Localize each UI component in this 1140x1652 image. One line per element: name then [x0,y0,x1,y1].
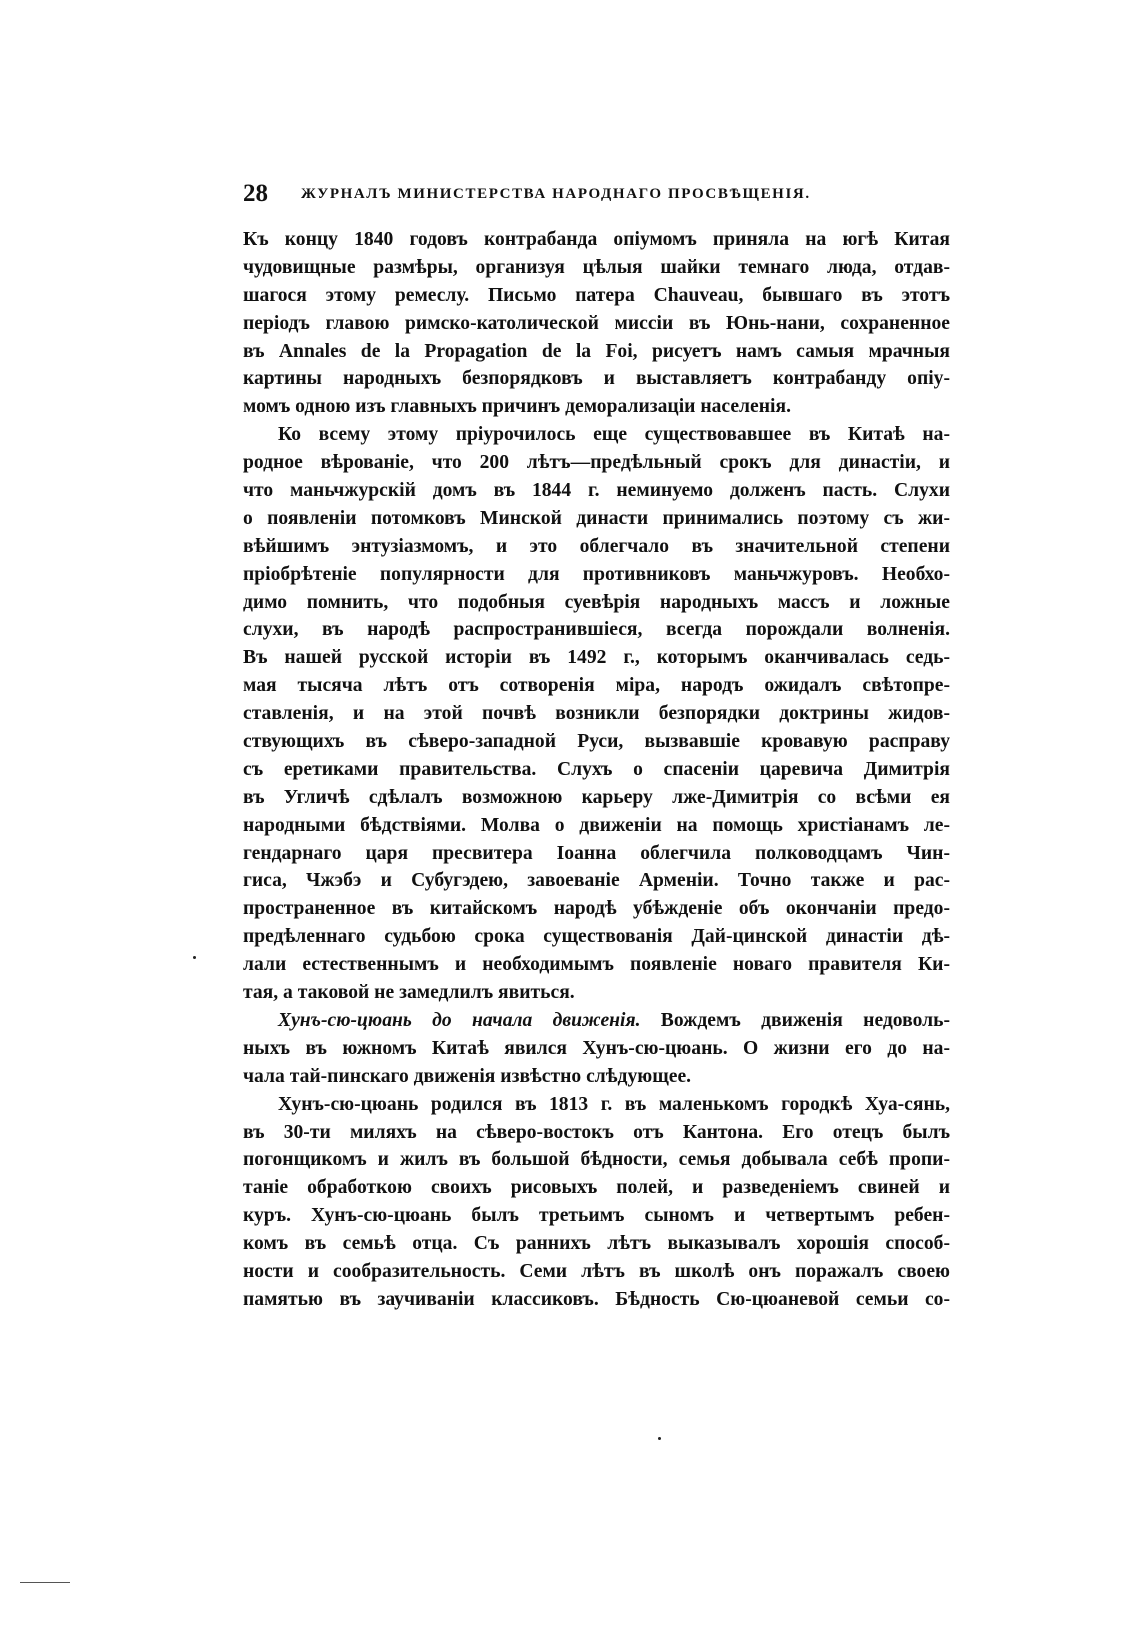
text-line: въ 30-ти миляхъ на сѣверо-востокъ отъ Кантона. Его отецъ былъ [243,1121,950,1143]
text-line: чала тай-пинскаго движенія извѣстно слѣдующее. [243,1065,692,1087]
text-line: чудовищные размѣры, организуя цѣлыя шайки темнаго люда, отдав- [243,256,950,278]
text-line: тая, а таковой не замедлилъ явиться. [243,982,575,1004]
text-line: Въ нашей русской исторіи въ 1492 г., которымъ оканчивалась седь- [243,647,950,669]
text-line: слухи, въ народѣ распространившіеся, всегда порождали волненія. [243,619,950,641]
text-line: мая тысяча лѣтъ отъ сотворенія міра, народъ ожидалъ свѣтопре- [243,675,950,697]
scan-speck [193,956,196,959]
text-line: шагося этому ремеслу. Письмо патера Chauveau, бывшаго въ этотъ [243,284,950,306]
running-title: ЖУРНАЛЪ МИНИСТЕРСТВА НАРОДНАГО ПРОСВѢЩЕНІЯ. [301,186,811,202]
text-line: вѣйшимъ энтузіазмомъ, и это облегчало въ значительной степени [243,535,950,557]
section-heading: Хунъ-сю-цюань до начала движенія. [278,1009,641,1031]
text-line: ствующихъ въ сѣверо-западной Руси, вызвавшіе кровавую расправу [243,731,950,753]
section-line [243,1007,950,1035]
text-line: момъ одною изъ главныхъ причинъ деморализаціи населенія. [243,396,791,418]
text-line: родное вѣрованіе, что 200 лѣтъ—предѣльный срокъ для династіи, и [243,452,950,474]
text-line: въ Угличѣ сдѣлалъ возможною карьеру лже-Димитрія со всѣми ея [243,786,950,808]
text-line: лали естественнымъ и необходимымъ появленіе новаго правителя Ки- [243,954,950,976]
text-line: гиса, Чжэбэ и Субугэдею, завоеваніе Арменіи. Точно также и рас- [243,870,950,892]
text-line: пріобрѣтеніе популярности для противниковъ маньчжуровъ. Необхо- [243,563,950,585]
text-line: съ еретиками правительства. Слухъ о спасеніи царевича Димитрія [243,758,950,780]
text-line: періодъ главою римско-католической миссіи въ Юнь-нани, сохраненное [243,312,950,334]
text-line: ставленія, и на этой почвѣ возникли безпорядки доктрины жидов- [243,703,950,725]
text-line-fragment: Вождемъ движенія недоволь- [660,1009,950,1031]
text-line: картины народныхъ безпорядковъ и выставляетъ контрабанду опіу- [243,368,950,390]
body-text [243,226,950,1314]
scan-speck [658,1437,661,1440]
text-line: куръ. Хунъ-сю-цюань былъ третьимъ сыномъ и четвертымъ ребен- [243,1205,950,1227]
text-line: Ко всему этому пріурочилось еще существовавшее въ Китаѣ на- [278,424,950,446]
margin-rule [20,1582,70,1583]
text-line: погонщикомъ и жилъ въ большой бѣдности, семья добывала себѣ пропи- [243,1149,950,1171]
text-line: что маньчжурскій домъ въ 1844 г. неминуемо долженъ пасть. Слухи [243,480,950,502]
page-number: 28 [243,180,268,207]
text-line: комъ въ семьѣ отца. Съ раннихъ лѣтъ выказывалъ хорошія способ- [243,1233,950,1255]
page-header [243,180,950,212]
text-line: народными бѣдствіями. Молва о движеніи на помощь христіанамъ ле- [243,814,950,836]
text-line: ности и сообразительность. Семи лѣтъ въ школѣ онъ поражалъ своею [243,1260,950,1282]
text-line: въ Annales de la Propagation de la Foi, рисуетъ намъ самыя мрачныя [243,340,950,362]
text-line: о появленіи потомковъ Минской династи принимались поэтому съ жи- [243,507,950,529]
text-line: Хунъ-сю-цюань родился въ 1813 г. въ маленькомъ городкѣ Хуа-сянь, [278,1093,950,1115]
text-line: предѣленнаго судьбою срока существованія Дай-цинской династіи дѣ- [243,926,950,948]
text-line: таніе обработкою своихъ рисовыхъ полей, и разведеніемъ свиней и [243,1177,950,1199]
text-line: димо помнить, что подобныя суевѣрія народныхъ массъ и ложные [243,591,950,613]
text-line: памятью въ заучиваніи классиковъ. Бѣдность Сю-цюаневой семьи со- [243,1288,950,1310]
text-line: Къ концу 1840 годовъ контрабанда опіумомъ приняла на югѣ Китая [243,229,950,250]
text-line: пространенное въ китайскомъ народѣ убѣжденіе объ окончаніи предо- [243,898,950,920]
text-line: ныхъ въ южномъ Китаѣ явился Хунъ-сю-цюань. О жизни его до на- [243,1037,950,1059]
text-line: гендарнаго царя пресвитера Іоанна облегчила полководцамъ Чин- [243,842,950,864]
